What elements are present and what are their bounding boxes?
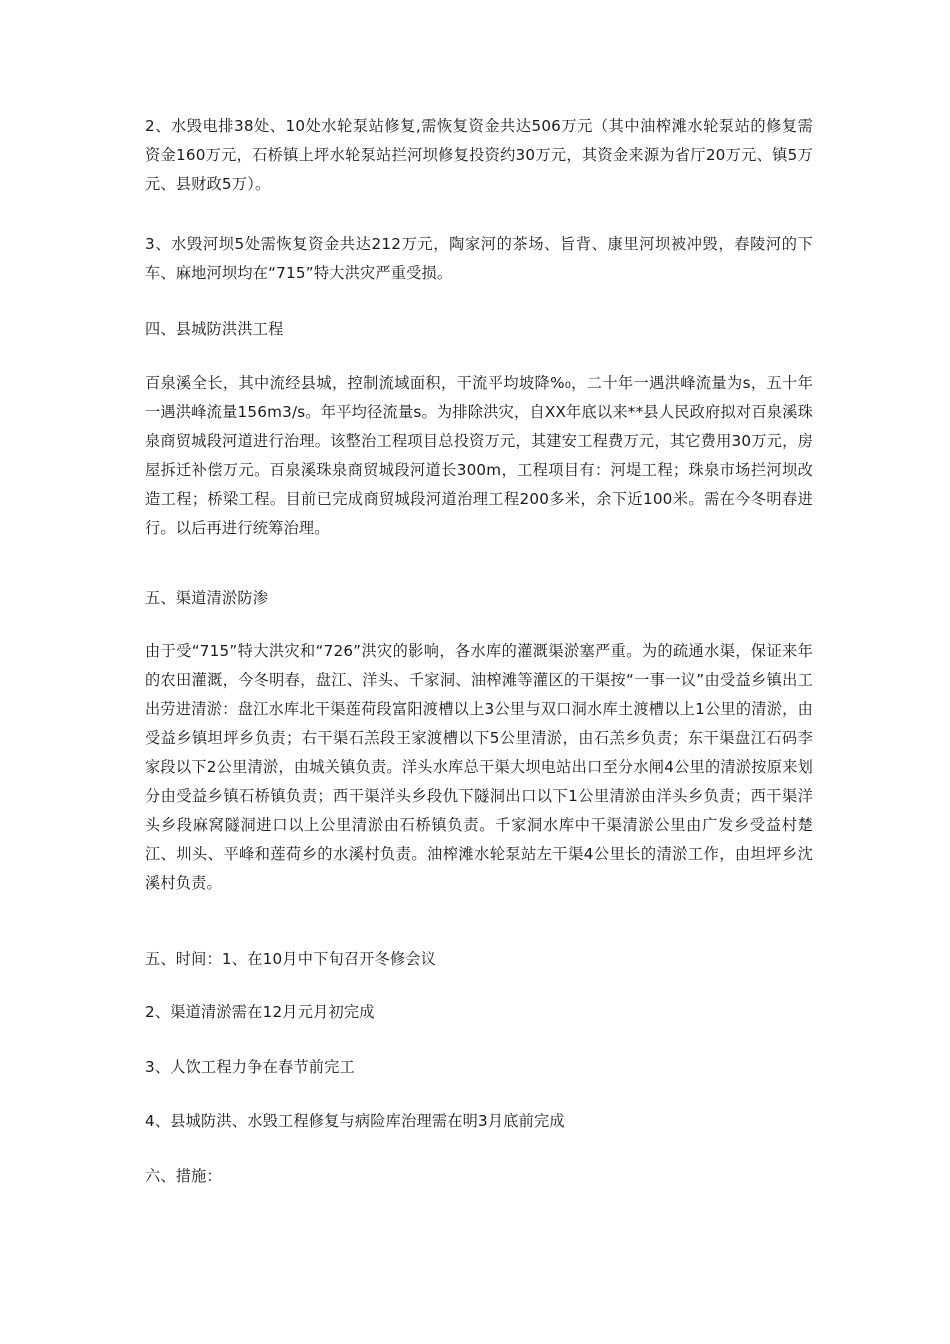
paragraph-water-damage-drainage: 2、水毁电排38处、10处水轮泵站修复,需恢复资金共达506万元（其中油榨滩水轮泵站的修复需资金160万元，石桥镇上坪水轮泵站拦河坝修复投资约30万元，其资金来源为省厅20万元、镇5万元、县财政5万）。 xyxy=(145,117,813,193)
section-heading-canal-dredging: 五、渠道清淤防渗 xyxy=(145,589,269,607)
schedule-item-4: 4、县城防洪、水毁工程修复与病险库治理需在明3月底前完成 xyxy=(145,1112,565,1130)
section-heading-measures: 六、措施： xyxy=(145,1167,222,1185)
schedule-heading: 五、时间：1、在10月中下旬召开冬修会议 xyxy=(145,950,437,968)
schedule-item-3: 3、人饮工程力争在春节前完工 xyxy=(145,1058,355,1076)
paragraph-water-damage-dams: 3、水毁河坝5处需恢复资金共达212万元，陶家河的茶场、旨背、康里河坝被冲毁，春陵河的下车、麻地河坝均在“715”特大洪灾严重受损。 xyxy=(145,235,813,282)
section-heading-county-flood-control: 四、县城防洪洪工程 xyxy=(145,320,284,338)
schedule-item-2: 2、渠道清淤需在12月元月初完成 xyxy=(145,1003,375,1021)
paragraph-county-flood-control: 百泉溪全长，其中流经县城，控制流域面积，干流平均坡降%₀，二十年一遇洪峰流量为s，五十年一遇洪峰流量156m3/s。年平均径流量s。为排除洪灾，自XX年底以来**县人民政府拟对百泉溪珠泉商贸城段河道进行治理。该整治工程项目总投资万元，其建安工程费万元，其它费用30万元，房屋拆迁补偿万元。百泉溪珠泉商贸城段河道长300m，工程项目有：河堤工程；珠泉市场拦河坝改造工程；桥梁工程。目前已完成商贸城段河道治理工程200多米，余下近100米。需在今冬明春进行。以后再进行统筹治理。 xyxy=(145,374,813,537)
paragraph-canal-dredging: 由于受“715”特大洪灾和“726”洪灾的影响，各水库的灌溉渠淤塞严重。为的疏通水渠，保证来年的农田灌溉，今冬明春，盘江、洋头、千家洞、油榨滩等灌区的干渠按“一事一议”由受益乡镇出工出劳进清淤：盘江水库北干渠莲荷段富阳渡槽以上3公里与双口洞水库土渡槽以上1公里的清淤，由受益乡镇坦坪乡负责；右干渠石羔段王家渡槽以下5公里清淤，由石羔乡负责；东干渠盘江石码李家段以下2公里清淤，由城关镇负责。洋头水库总干渠大坝电站出口至分水闸4公里的清淤按原来划分由受益乡镇石桥镇负责；西干渠洋头乡段仇下隧洞出口以下1公里清淤由洋头乡负责；西干渠洋头乡段麻窝隧洞进口以上公里清淤由石桥镇负责。千家洞水库中干渠清淤公里由广发乡受益村楚江、圳头、平峰和莲荷乡的水溪村负责。油榨滩水轮泵站左干渠4公里长的清淤工作，由坦坪乡沈溪村负责。 xyxy=(145,642,813,892)
